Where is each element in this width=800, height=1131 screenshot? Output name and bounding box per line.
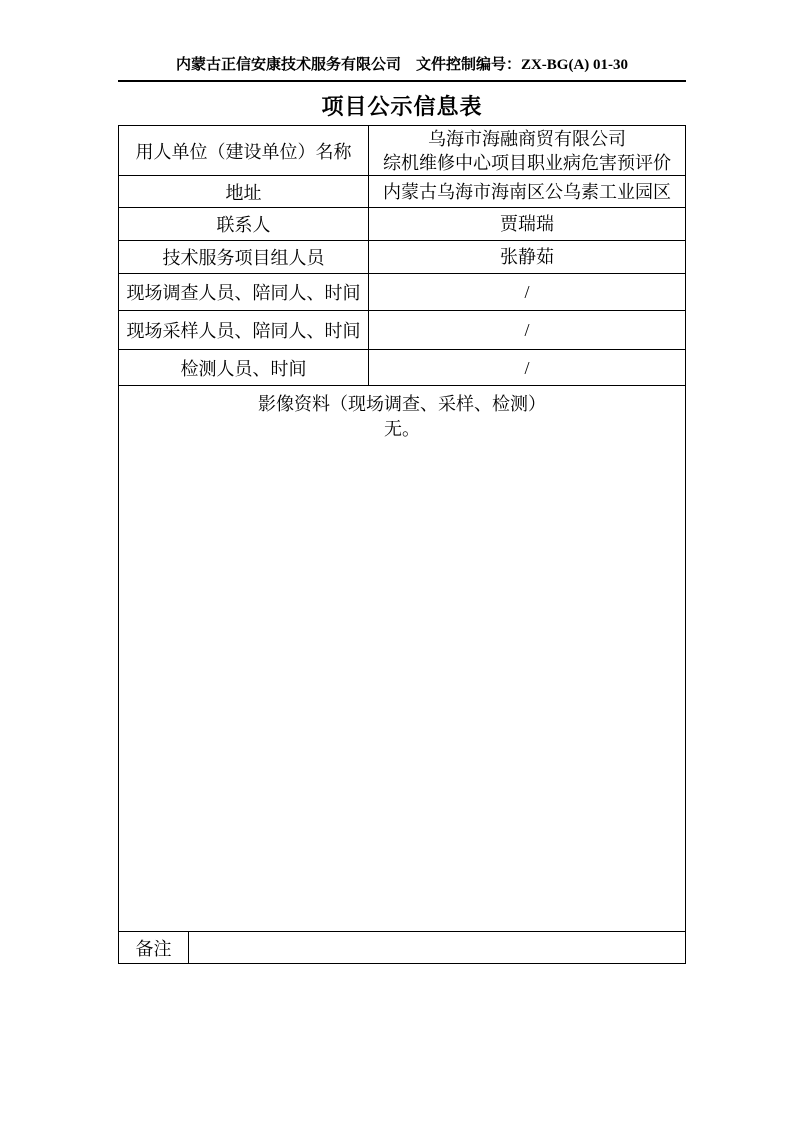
- media-section-content: 无。: [384, 419, 420, 439]
- row-value: /: [524, 282, 530, 302]
- table-row-remarks: [119, 931, 685, 963]
- table-row-testing-personnel: [119, 349, 685, 385]
- row-value: /: [524, 320, 530, 340]
- row-label: 现场采样人员、陪同人、时间: [119, 311, 369, 349]
- row-label: 技术服务项目组人员: [119, 241, 369, 273]
- row-value-line: 综机维修中心项目职业病危害预评价: [383, 152, 671, 173]
- table-row-site-survey: [119, 273, 685, 310]
- row-value: 内蒙古乌海市海南区公乌素工业园区: [383, 181, 671, 202]
- row-value: 张静茹: [500, 247, 554, 267]
- table-row-site-sampling: [119, 310, 685, 349]
- remarks-value: [189, 932, 685, 963]
- table-row-address: [119, 175, 685, 207]
- table-row-contact-person: [119, 207, 685, 240]
- row-label: 地址: [119, 176, 369, 207]
- doc-header: [118, 0, 686, 82]
- row-label: 联系人: [119, 208, 369, 240]
- project-info-table: [118, 125, 686, 964]
- media-section-heading: 影像资料（现场调查、采样、检测）: [258, 394, 546, 414]
- table-row-employer-name: [119, 126, 685, 175]
- header-doc-control-number: 文件控制编号：ZX-BG(A) 01-30: [415, 57, 629, 73]
- table-row-media-materials: [119, 385, 685, 931]
- row-value-line: 乌海市海融商贸有限公司: [428, 128, 626, 149]
- row-value: 贾瑞瑞: [500, 214, 554, 234]
- row-value: /: [524, 357, 530, 378]
- row-value: [369, 126, 685, 175]
- page-title: 项目公示信息表: [321, 94, 483, 119]
- row-label: 检测人员、时间: [119, 350, 369, 385]
- row-label: 现场调查人员、陪同人、时间: [119, 274, 369, 310]
- remarks-label: 备注: [119, 932, 189, 963]
- header-company-name: 内蒙古正信安康技术服务有限公司: [175, 57, 401, 73]
- document-content: [118, 0, 686, 964]
- row-label: 用人单位（建设单位）名称: [119, 126, 369, 175]
- table-row-service-team: [119, 240, 685, 273]
